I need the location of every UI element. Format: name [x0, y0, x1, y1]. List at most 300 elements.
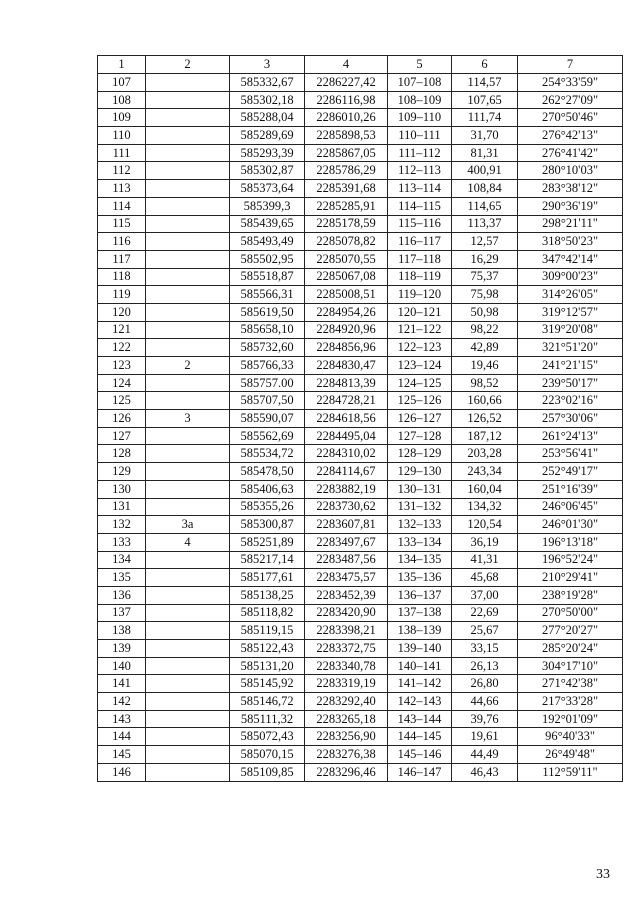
x-coordinate-cell: 585131,20	[230, 657, 305, 675]
length-cell: 41,31	[452, 551, 518, 569]
x-coordinate-cell: 585118,82	[230, 604, 305, 622]
header-cell: 2	[146, 56, 230, 74]
y-coordinate-cell: 2283292,40	[305, 693, 388, 711]
length-cell: 98,22	[452, 321, 518, 339]
bearing-cell: 271°42'38"	[518, 675, 623, 693]
marker-cell	[146, 586, 230, 604]
coordinates-table	[97, 55, 623, 782]
bearing-cell: 254°33'59"	[518, 74, 623, 92]
length-cell: 26,13	[452, 657, 518, 675]
x-coordinate-cell: 585534,72	[230, 445, 305, 463]
bearing-cell: 309°00'23"	[518, 268, 623, 286]
table-row	[98, 569, 623, 587]
marker-cell	[146, 215, 230, 233]
segment-cell: 127–128	[388, 427, 452, 445]
table-row	[98, 746, 623, 764]
length-cell: 203,28	[452, 445, 518, 463]
point-number-cell: 112	[98, 162, 146, 180]
y-coordinate-cell: 2285285,91	[305, 197, 388, 215]
bearing-cell: 270°50'00"	[518, 604, 623, 622]
length-cell: 400,91	[452, 162, 518, 180]
table-row	[98, 286, 623, 304]
y-coordinate-cell: 2285178,59	[305, 215, 388, 233]
x-coordinate-cell: 585590,07	[230, 410, 305, 428]
marker-cell	[146, 675, 230, 693]
length-cell: 108,84	[452, 180, 518, 198]
length-cell: 114,57	[452, 74, 518, 92]
segment-cell: 121–122	[388, 321, 452, 339]
bearing-cell: 96°40'33"	[518, 728, 623, 746]
marker-cell	[146, 427, 230, 445]
y-coordinate-cell: 2284830,47	[305, 357, 388, 375]
bearing-cell: 276°42'13"	[518, 127, 623, 145]
marker-cell	[146, 640, 230, 658]
length-cell: 187,12	[452, 427, 518, 445]
point-number-cell: 140	[98, 657, 146, 675]
y-coordinate-cell: 2286010,26	[305, 109, 388, 127]
length-cell: 39,76	[452, 710, 518, 728]
marker-cell	[146, 233, 230, 251]
y-coordinate-cell: 2285898,53	[305, 127, 388, 145]
table-row	[98, 162, 623, 180]
y-coordinate-cell: 2284954,26	[305, 303, 388, 321]
point-number-cell: 137	[98, 604, 146, 622]
y-coordinate-cell: 2285070,55	[305, 250, 388, 268]
segment-cell: 107–108	[388, 74, 452, 92]
length-cell: 134,32	[452, 498, 518, 516]
table-body	[98, 74, 623, 782]
bearing-cell: 261°24'13"	[518, 427, 623, 445]
table-row	[98, 710, 623, 728]
length-cell: 113,37	[452, 215, 518, 233]
x-coordinate-cell: 585399,3	[230, 197, 305, 215]
table-row	[98, 763, 623, 781]
x-coordinate-cell: 585177,61	[230, 569, 305, 587]
point-number-cell: 107	[98, 74, 146, 92]
x-coordinate-cell: 585373,64	[230, 180, 305, 198]
x-coordinate-cell: 585732,60	[230, 339, 305, 357]
y-coordinate-cell: 2283420,90	[305, 604, 388, 622]
y-coordinate-cell: 2283296,46	[305, 763, 388, 781]
marker-cell	[146, 746, 230, 764]
segment-cell: 119–120	[388, 286, 452, 304]
bearing-cell: 246°06'45"	[518, 498, 623, 516]
bearing-cell: 304°17'10"	[518, 657, 623, 675]
y-coordinate-cell: 2283475,57	[305, 569, 388, 587]
point-number-cell: 145	[98, 746, 146, 764]
header-cell: 3	[230, 56, 305, 74]
segment-cell: 124–125	[388, 374, 452, 392]
point-number-cell: 122	[98, 339, 146, 357]
x-coordinate-cell: 585619,50	[230, 303, 305, 321]
bearing-cell: 318°50'23"	[518, 233, 623, 251]
marker-cell	[146, 463, 230, 481]
x-coordinate-cell: 585302,18	[230, 91, 305, 109]
x-coordinate-cell: 585332,67	[230, 74, 305, 92]
point-number-cell: 134	[98, 551, 146, 569]
marker-cell	[146, 569, 230, 587]
y-coordinate-cell: 2286116,98	[305, 91, 388, 109]
table-row	[98, 533, 623, 551]
point-number-cell: 120	[98, 303, 146, 321]
x-coordinate-cell: 585478,50	[230, 463, 305, 481]
bearing-cell: 112°59'11"	[518, 763, 623, 781]
table-row	[98, 321, 623, 339]
length-cell: 22,69	[452, 604, 518, 622]
y-coordinate-cell: 2283452,39	[305, 586, 388, 604]
marker-cell	[146, 604, 230, 622]
length-cell: 75,98	[452, 286, 518, 304]
y-coordinate-cell: 2283372,75	[305, 640, 388, 658]
length-cell: 25,67	[452, 622, 518, 640]
length-cell: 26,80	[452, 675, 518, 693]
point-number-cell: 111	[98, 144, 146, 162]
bearing-cell: 257°30'06"	[518, 410, 623, 428]
length-cell: 44,49	[452, 746, 518, 764]
length-cell: 19,46	[452, 357, 518, 375]
bearing-cell: 298°21'11"	[518, 215, 623, 233]
x-coordinate-cell: 585138,25	[230, 586, 305, 604]
point-number-cell: 115	[98, 215, 146, 233]
x-coordinate-cell: 585355,26	[230, 498, 305, 516]
x-coordinate-cell: 585707,50	[230, 392, 305, 410]
length-cell: 107,65	[452, 91, 518, 109]
segment-cell: 136–137	[388, 586, 452, 604]
segment-cell: 118–119	[388, 268, 452, 286]
table-row	[98, 463, 623, 481]
point-number-cell: 131	[98, 498, 146, 516]
marker-cell	[146, 480, 230, 498]
marker-cell	[146, 250, 230, 268]
x-coordinate-cell: 585111,32	[230, 710, 305, 728]
length-cell: 42,89	[452, 339, 518, 357]
marker-cell	[146, 286, 230, 304]
marker-cell: 4	[146, 533, 230, 551]
table-row	[98, 586, 623, 604]
table-row	[98, 410, 623, 428]
segment-cell: 120–121	[388, 303, 452, 321]
bearing-cell: 238°19'28"	[518, 586, 623, 604]
segment-cell: 134–135	[388, 551, 452, 569]
table-row	[98, 109, 623, 127]
point-number-cell: 130	[98, 480, 146, 498]
table-row	[98, 374, 623, 392]
y-coordinate-cell: 2284920,96	[305, 321, 388, 339]
x-coordinate-cell: 585766,33	[230, 357, 305, 375]
table-row	[98, 657, 623, 675]
bearing-cell: 246°01'30"	[518, 516, 623, 534]
y-coordinate-cell: 2283256,90	[305, 728, 388, 746]
bearing-cell: 347°42'14"	[518, 250, 623, 268]
point-number-cell: 127	[98, 427, 146, 445]
table-row	[98, 498, 623, 516]
table-row	[98, 303, 623, 321]
table-row	[98, 640, 623, 658]
point-number-cell: 118	[98, 268, 146, 286]
marker-cell	[146, 374, 230, 392]
table-row	[98, 91, 623, 109]
table-header-row	[98, 56, 623, 74]
length-cell: 126,52	[452, 410, 518, 428]
table-row	[98, 215, 623, 233]
point-number-cell: 114	[98, 197, 146, 215]
bearing-cell: 280°10'03"	[518, 162, 623, 180]
length-cell: 120,54	[452, 516, 518, 534]
segment-cell: 145–146	[388, 746, 452, 764]
y-coordinate-cell: 2283276,38	[305, 746, 388, 764]
y-coordinate-cell: 2284310,02	[305, 445, 388, 463]
length-cell: 37,00	[452, 586, 518, 604]
length-cell: 114,65	[452, 197, 518, 215]
y-coordinate-cell: 2283265,18	[305, 710, 388, 728]
point-number-cell: 109	[98, 109, 146, 127]
point-number-cell: 141	[98, 675, 146, 693]
length-cell: 81,31	[452, 144, 518, 162]
marker-cell	[146, 445, 230, 463]
y-coordinate-cell: 2285786,29	[305, 162, 388, 180]
bearing-cell: 277°20'27"	[518, 622, 623, 640]
point-number-cell: 144	[98, 728, 146, 746]
y-coordinate-cell: 2284618,56	[305, 410, 388, 428]
x-coordinate-cell: 585251,89	[230, 533, 305, 551]
x-coordinate-cell: 585293,39	[230, 144, 305, 162]
table-row	[98, 445, 623, 463]
segment-cell: 108–109	[388, 91, 452, 109]
segment-cell: 115–116	[388, 215, 452, 233]
bearing-cell: 217°33'28"	[518, 693, 623, 711]
marker-cell	[146, 197, 230, 215]
point-number-cell: 139	[98, 640, 146, 658]
page-number: 33	[596, 867, 610, 882]
marker-cell	[146, 728, 230, 746]
y-coordinate-cell: 2286227,42	[305, 74, 388, 92]
marker-cell	[146, 622, 230, 640]
length-cell: 75,37	[452, 268, 518, 286]
table-row	[98, 516, 623, 534]
length-cell: 44,66	[452, 693, 518, 711]
table-row	[98, 180, 623, 198]
table-row	[98, 427, 623, 445]
bearing-cell: 196°13'18"	[518, 533, 623, 551]
segment-cell: 110–111	[388, 127, 452, 145]
segment-cell: 132–133	[388, 516, 452, 534]
marker-cell	[146, 303, 230, 321]
length-cell: 111,74	[452, 109, 518, 127]
table-row	[98, 551, 623, 569]
bearing-cell: 192°01'09"	[518, 710, 623, 728]
table-row	[98, 127, 623, 145]
bearing-cell: 319°12'57"	[518, 303, 623, 321]
segment-cell: 143–144	[388, 710, 452, 728]
segment-cell: 109–110	[388, 109, 452, 127]
marker-cell	[146, 763, 230, 781]
length-cell: 19,61	[452, 728, 518, 746]
point-number-cell: 108	[98, 91, 146, 109]
segment-cell: 137–138	[388, 604, 452, 622]
marker-cell	[146, 91, 230, 109]
segment-cell: 112–113	[388, 162, 452, 180]
point-number-cell: 117	[98, 250, 146, 268]
x-coordinate-cell: 585502,95	[230, 250, 305, 268]
x-coordinate-cell: 585406,63	[230, 480, 305, 498]
point-number-cell: 142	[98, 693, 146, 711]
length-cell: 45,68	[452, 569, 518, 587]
header-cell: 1	[98, 56, 146, 74]
segment-cell: 129–130	[388, 463, 452, 481]
bearing-cell: 196°52'24"	[518, 551, 623, 569]
header-cell: 5	[388, 56, 452, 74]
marker-cell	[146, 180, 230, 198]
y-coordinate-cell: 2285008,51	[305, 286, 388, 304]
table-row	[98, 728, 623, 746]
point-number-cell: 124	[98, 374, 146, 392]
length-cell: 243,34	[452, 463, 518, 481]
table-row	[98, 675, 623, 693]
segment-cell: 113–114	[388, 180, 452, 198]
x-coordinate-cell: 585562,69	[230, 427, 305, 445]
point-number-cell: 110	[98, 127, 146, 145]
point-number-cell: 138	[98, 622, 146, 640]
bearing-cell: 26°49'48"	[518, 746, 623, 764]
marker-cell: 3а	[146, 516, 230, 534]
bearing-cell: 223°02'16"	[518, 392, 623, 410]
segment-cell: 130–131	[388, 480, 452, 498]
bearing-cell: 262°27'09"	[518, 91, 623, 109]
segment-cell: 131–132	[388, 498, 452, 516]
x-coordinate-cell: 585072,43	[230, 728, 305, 746]
bearing-cell: 276°41'42"	[518, 144, 623, 162]
segment-cell: 138–139	[388, 622, 452, 640]
bearing-cell: 290°36'19"	[518, 197, 623, 215]
bearing-cell: 241°21'15"	[518, 357, 623, 375]
point-number-cell: 123	[98, 357, 146, 375]
y-coordinate-cell: 2285391,68	[305, 180, 388, 198]
marker-cell	[146, 268, 230, 286]
x-coordinate-cell: 585122,43	[230, 640, 305, 658]
table-row	[98, 233, 623, 251]
x-coordinate-cell: 585289,69	[230, 127, 305, 145]
y-coordinate-cell: 2285067,08	[305, 268, 388, 286]
table-row	[98, 480, 623, 498]
segment-cell: 146–147	[388, 763, 452, 781]
y-coordinate-cell: 2284495,04	[305, 427, 388, 445]
x-coordinate-cell: 585566,31	[230, 286, 305, 304]
length-cell: 160,66	[452, 392, 518, 410]
length-cell: 160,04	[452, 480, 518, 498]
marker-cell	[146, 657, 230, 675]
length-cell: 16,29	[452, 250, 518, 268]
marker-cell	[146, 710, 230, 728]
bearing-cell: 283°38'12"	[518, 180, 623, 198]
bearing-cell: 239°50'17"	[518, 374, 623, 392]
y-coordinate-cell: 2283487,56	[305, 551, 388, 569]
point-number-cell: 133	[98, 533, 146, 551]
y-coordinate-cell: 2284114,67	[305, 463, 388, 481]
point-number-cell: 116	[98, 233, 146, 251]
length-cell: 50,98	[452, 303, 518, 321]
segment-cell: 141–142	[388, 675, 452, 693]
bearing-cell: 253°56'41"	[518, 445, 623, 463]
x-coordinate-cell: 585217,14	[230, 551, 305, 569]
segment-cell: 135–136	[388, 569, 452, 587]
y-coordinate-cell: 2283497,67	[305, 533, 388, 551]
bearing-cell: 321°51'20"	[518, 339, 623, 357]
x-coordinate-cell: 585145,92	[230, 675, 305, 693]
segment-cell: 111–112	[388, 144, 452, 162]
point-number-cell: 135	[98, 569, 146, 587]
y-coordinate-cell: 2285867,05	[305, 144, 388, 162]
marker-cell: 3	[146, 410, 230, 428]
x-coordinate-cell: 585109,85	[230, 763, 305, 781]
point-number-cell: 132	[98, 516, 146, 534]
table-row	[98, 604, 623, 622]
segment-cell: 133–134	[388, 533, 452, 551]
bearing-cell: 319°20'08"	[518, 321, 623, 339]
segment-cell: 126–127	[388, 410, 452, 428]
marker-cell	[146, 693, 230, 711]
y-coordinate-cell: 2284728,21	[305, 392, 388, 410]
table-row	[98, 693, 623, 711]
marker-cell	[146, 551, 230, 569]
marker-cell	[146, 74, 230, 92]
x-coordinate-cell: 585070,15	[230, 746, 305, 764]
y-coordinate-cell: 2283730,62	[305, 498, 388, 516]
bearing-cell: 251°16'39"	[518, 480, 623, 498]
x-coordinate-cell: 585302,87	[230, 162, 305, 180]
table-row	[98, 339, 623, 357]
point-number-cell: 121	[98, 321, 146, 339]
table-row	[98, 144, 623, 162]
segment-cell: 114–115	[388, 197, 452, 215]
point-number-cell: 129	[98, 463, 146, 481]
segment-cell: 122–123	[388, 339, 452, 357]
marker-cell	[146, 339, 230, 357]
x-coordinate-cell: 585493,49	[230, 233, 305, 251]
y-coordinate-cell: 2284813,39	[305, 374, 388, 392]
marker-cell	[146, 109, 230, 127]
segment-cell: 125–126	[388, 392, 452, 410]
y-coordinate-cell: 2283882,19	[305, 480, 388, 498]
segment-cell: 123–124	[388, 357, 452, 375]
point-number-cell: 146	[98, 763, 146, 781]
marker-cell	[146, 127, 230, 145]
marker-cell	[146, 321, 230, 339]
table-row	[98, 357, 623, 375]
segment-cell: 117–118	[388, 250, 452, 268]
table-row	[98, 74, 623, 92]
y-coordinate-cell: 2283319,19	[305, 675, 388, 693]
y-coordinate-cell: 2285078,82	[305, 233, 388, 251]
table-row	[98, 250, 623, 268]
x-coordinate-cell: 585119,15	[230, 622, 305, 640]
table-row	[98, 622, 623, 640]
length-cell: 46,43	[452, 763, 518, 781]
x-coordinate-cell: 585518,87	[230, 268, 305, 286]
table-row	[98, 392, 623, 410]
marker-cell	[146, 144, 230, 162]
x-coordinate-cell: 585288,04	[230, 109, 305, 127]
table-row	[98, 197, 623, 215]
x-coordinate-cell: 585757.00	[230, 374, 305, 392]
y-coordinate-cell: 2284856,96	[305, 339, 388, 357]
y-coordinate-cell: 2283340,78	[305, 657, 388, 675]
header-cell: 4	[305, 56, 388, 74]
bearing-cell: 314°26'05"	[518, 286, 623, 304]
marker-cell: 2	[146, 357, 230, 375]
point-number-cell: 119	[98, 286, 146, 304]
segment-cell: 139–140	[388, 640, 452, 658]
point-number-cell: 113	[98, 180, 146, 198]
